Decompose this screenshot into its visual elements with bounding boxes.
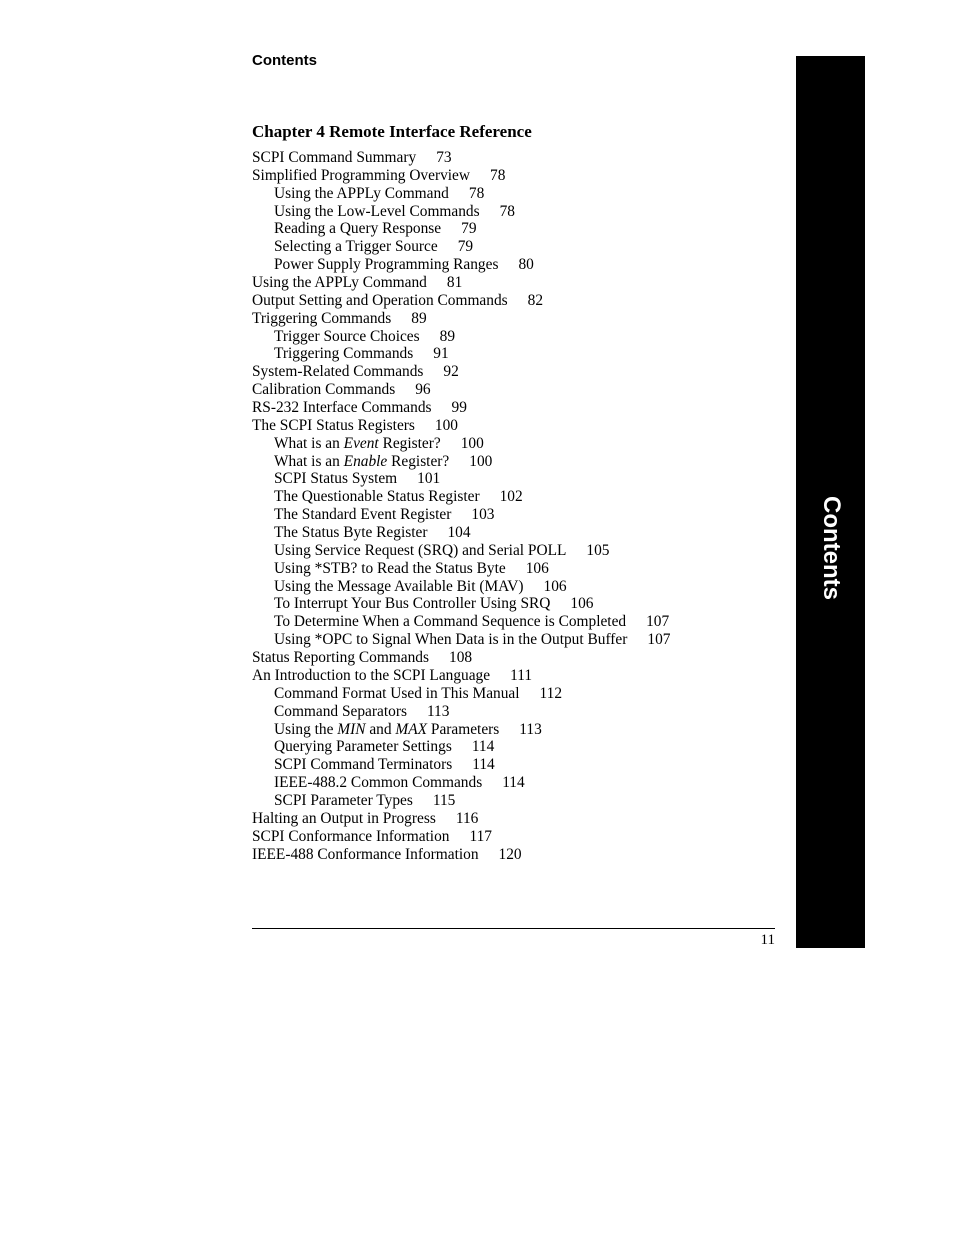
toc-entry <box>252 542 772 560</box>
toc-entry-title <box>252 828 449 845</box>
toc-title-text: Command Separators <box>274 702 407 720</box>
toc-page-number: 104 <box>447 524 471 542</box>
toc-entry-title <box>274 185 449 202</box>
toc-entry-title <box>274 792 413 809</box>
toc-page-number: 106 <box>570 595 594 613</box>
toc-entry-title <box>252 310 391 327</box>
toc-title-text: Power Supply Programming Ranges <box>274 256 499 274</box>
toc-entry-title <box>274 203 480 220</box>
toc-entry-title <box>274 631 627 648</box>
toc-title-text: The SCPI Status Registers <box>252 416 415 434</box>
toc-page-number: 92 <box>443 363 459 381</box>
toc-title-text: Using *STB? to Read the Status Byte <box>274 559 506 577</box>
toc-entry-title <box>252 399 432 416</box>
toc-entry <box>252 613 772 631</box>
toc-entry-title <box>252 381 395 398</box>
toc-entry <box>252 203 772 221</box>
toc-entry-title <box>274 542 566 559</box>
toc-page-number: 96 <box>415 381 431 399</box>
toc-entry <box>252 667 772 685</box>
toc-entry <box>252 792 772 810</box>
toc-entry <box>252 453 772 471</box>
toc-page-number: 79 <box>457 238 474 256</box>
toc-page-number: 111 <box>510 666 533 684</box>
toc-page-number: 115 <box>432 791 456 809</box>
toc-title-text: Using the Low-Level Commands <box>274 202 480 220</box>
toc-page-number: 107 <box>647 631 671 649</box>
toc-title-text: System-Related Commands <box>252 363 424 381</box>
toc-page-number: 114 <box>471 738 495 756</box>
page-number: 11 <box>760 932 775 948</box>
toc-entry-title <box>274 328 420 345</box>
toc-page-number: 106 <box>525 559 549 577</box>
toc-entry-title <box>252 274 427 291</box>
toc-entry-title <box>274 256 498 273</box>
toc-entry <box>252 685 772 703</box>
toc-title-text: Reading a Query Response <box>274 220 442 238</box>
toc-page-number: 101 <box>417 470 441 488</box>
toc-entry <box>252 256 772 274</box>
toc-entry <box>252 846 772 864</box>
toc-entry <box>252 310 772 328</box>
toc-entry <box>252 721 772 739</box>
toc-entry <box>252 470 772 488</box>
toc-entry <box>252 435 772 453</box>
toc-entry-title <box>274 345 413 362</box>
toc-entry <box>252 506 772 524</box>
toc-title-text: Parameters <box>427 720 500 738</box>
toc-entry-title <box>274 578 524 595</box>
toc-entry <box>252 220 772 238</box>
toc-entry <box>252 363 772 381</box>
toc-entry <box>252 631 772 649</box>
table-of-contents <box>252 149 772 863</box>
toc-entry <box>252 381 772 399</box>
toc-entry <box>252 274 772 292</box>
toc-entry-title <box>274 238 438 255</box>
toc-title-text: Command Format Used in This Manual <box>274 684 520 702</box>
toc-page-number: 79 <box>461 220 477 238</box>
toc-page-number: 91 <box>433 345 449 363</box>
toc-entry-title <box>252 417 415 434</box>
toc-page-number: 99 <box>451 399 467 417</box>
toc-entry-title <box>274 685 520 702</box>
toc-page-number: 113 <box>426 702 450 720</box>
running-header: Contents <box>252 52 317 69</box>
toc-page-number: 108 <box>449 649 473 667</box>
toc-title-text: Using *OPC to Signal When Data is in the Output Buffer <box>274 631 628 649</box>
toc-title-text: Trigger Source Choices <box>274 327 420 345</box>
toc-entry <box>252 417 772 435</box>
toc-entry-title <box>252 363 423 380</box>
toc-page-number: 103 <box>471 506 495 524</box>
toc-page-number: 81 <box>446 274 463 292</box>
side-tab-label: Contents <box>817 496 845 600</box>
toc-page-number: 117 <box>469 827 492 845</box>
toc-entry-title <box>274 774 482 791</box>
toc-entry-title <box>274 453 449 470</box>
toc-entry-title <box>274 721 499 738</box>
toc-entry-title <box>274 435 441 452</box>
toc-title-emphasis: Enable <box>343 452 388 470</box>
toc-entry <box>252 149 772 167</box>
toc-title-text: Using the APPLy Command <box>252 274 427 292</box>
toc-entry <box>252 756 772 774</box>
toc-title-text: Triggering Commands <box>274 345 414 363</box>
toc-page-number: 73 <box>436 149 452 166</box>
toc-entry <box>252 167 772 185</box>
toc-entry <box>252 810 772 828</box>
toc-title-text: Using Service Request (SRQ) and Serial POLL <box>274 541 567 559</box>
toc-title-text: Querying Parameter Settings <box>274 738 452 756</box>
toc-entry <box>252 649 772 667</box>
toc-page-number: 89 <box>439 327 456 345</box>
toc-title-text: The Questionable Status Register <box>274 488 480 506</box>
toc-page-number: 100 <box>460 434 484 452</box>
toc-page-number: 89 <box>411 309 427 327</box>
toc-entry <box>252 399 772 417</box>
toc-page-number: 106 <box>543 577 567 595</box>
toc-entry-title <box>252 167 470 184</box>
toc-entry-title <box>274 506 451 523</box>
toc-title-text: SCPI Command Summary <box>252 149 417 166</box>
toc-entry-title <box>252 649 429 666</box>
toc-entry <box>252 238 772 256</box>
toc-entry-title <box>274 756 452 773</box>
toc-title-text: Selecting a Trigger Source <box>274 238 438 256</box>
toc-page-number: 116 <box>455 809 479 827</box>
toc-page-number: 100 <box>469 452 493 470</box>
toc-entry <box>252 703 772 721</box>
toc-page-number: 105 <box>586 541 610 559</box>
toc-title-emphasis: MIN <box>337 720 366 738</box>
toc-title-text: Register? <box>387 452 450 470</box>
toc-title-text: Register? <box>378 434 441 452</box>
toc-entry <box>252 328 772 346</box>
toc-title-text: SCPI Conformance Information <box>252 827 450 845</box>
toc-title-text: The Standard Event Register <box>274 506 452 524</box>
toc-title-text: SCPI Status System <box>274 470 398 488</box>
toc-entry-title <box>252 846 479 863</box>
toc-entry <box>252 595 772 613</box>
toc-title-text: What is an <box>274 434 344 452</box>
toc-entry <box>252 292 772 310</box>
toc-entry-title <box>274 738 452 755</box>
toc-title-emphasis: MAX <box>395 720 428 738</box>
toc-entry-title <box>252 292 508 309</box>
toc-entry <box>252 185 772 203</box>
toc-title-text: IEEE-488.2 Common Commands <box>274 774 483 792</box>
toc-title-text: SCPI Command Terminators <box>274 756 453 774</box>
toc-entry <box>252 345 772 363</box>
toc-title-text: Output Setting and Operation Commands <box>252 291 508 309</box>
toc-title-text: Using the <box>274 720 338 738</box>
toc-page-number: 82 <box>527 291 544 309</box>
toc-title-text: and <box>365 720 396 738</box>
side-tab <box>796 56 865 948</box>
toc-entry-title <box>274 470 397 487</box>
toc-page-number: 120 <box>498 845 522 863</box>
toc-title-text: RS-232 Interface Commands <box>252 399 432 417</box>
toc-entry <box>252 560 772 578</box>
toc-title-text: To Interrupt Your Bus Controller Using SRQ <box>274 595 551 613</box>
toc-page-number: 78 <box>468 184 485 202</box>
toc-entry-title <box>274 613 626 630</box>
toc-entry-title <box>274 220 441 237</box>
toc-entry <box>252 488 772 506</box>
toc-title-text: Status Reporting Commands <box>252 649 429 667</box>
toc-page-number: 114 <box>502 774 525 792</box>
toc-entry-title <box>274 524 427 541</box>
toc-title-text: SCPI Parameter Types <box>274 791 413 809</box>
toc-page-number: 100 <box>434 416 458 434</box>
toc-page-number: 102 <box>499 488 523 506</box>
toc-title-text: Triggering Commands <box>252 309 392 327</box>
toc-title-text: An Introduction to the SCPI Language <box>252 666 491 684</box>
toc-page-number: 112 <box>539 684 563 702</box>
toc-title-text: IEEE-488 Conformance Information <box>252 845 479 863</box>
toc-entry <box>252 524 772 542</box>
toc-entry-title <box>274 595 550 612</box>
toc-title-text: The Status Byte Register <box>274 524 428 542</box>
toc-title-text: Simplified Programming Overview <box>252 166 471 184</box>
toc-title-text: Using the APPLy Command <box>274 184 449 202</box>
toc-entry-title <box>252 667 490 684</box>
toc-title-text: Using the Message Available Bit (MAV) <box>274 577 524 595</box>
toc-page-number: 78 <box>499 202 515 220</box>
toc-entry-title <box>252 149 416 166</box>
toc-entry-title <box>274 703 407 720</box>
toc-title-text: What is an <box>274 452 344 470</box>
toc-entry <box>252 578 772 596</box>
toc-entry-title <box>252 810 436 827</box>
toc-page-number: 113 <box>519 720 542 738</box>
toc-title-emphasis: Event <box>343 434 379 452</box>
chapter-title: Chapter 4 Remote Interface Reference <box>252 122 532 141</box>
toc-entry <box>252 774 772 792</box>
toc-title-text: Calibration Commands <box>252 381 396 399</box>
toc-page-number: 114 <box>472 756 495 774</box>
toc-title-text: Halting an Output in Progress <box>252 809 436 827</box>
toc-page-number: 80 <box>518 256 534 274</box>
toc-title-text: To Determine When a Command Sequence is Completed <box>274 613 627 631</box>
toc-entry-title <box>274 560 506 577</box>
toc-entry-title <box>274 488 480 505</box>
toc-entry <box>252 738 772 756</box>
toc-page-number: 78 <box>490 166 506 184</box>
toc-entry <box>252 828 772 846</box>
toc-page-number: 107 <box>646 613 670 631</box>
footer-rule <box>252 928 775 929</box>
